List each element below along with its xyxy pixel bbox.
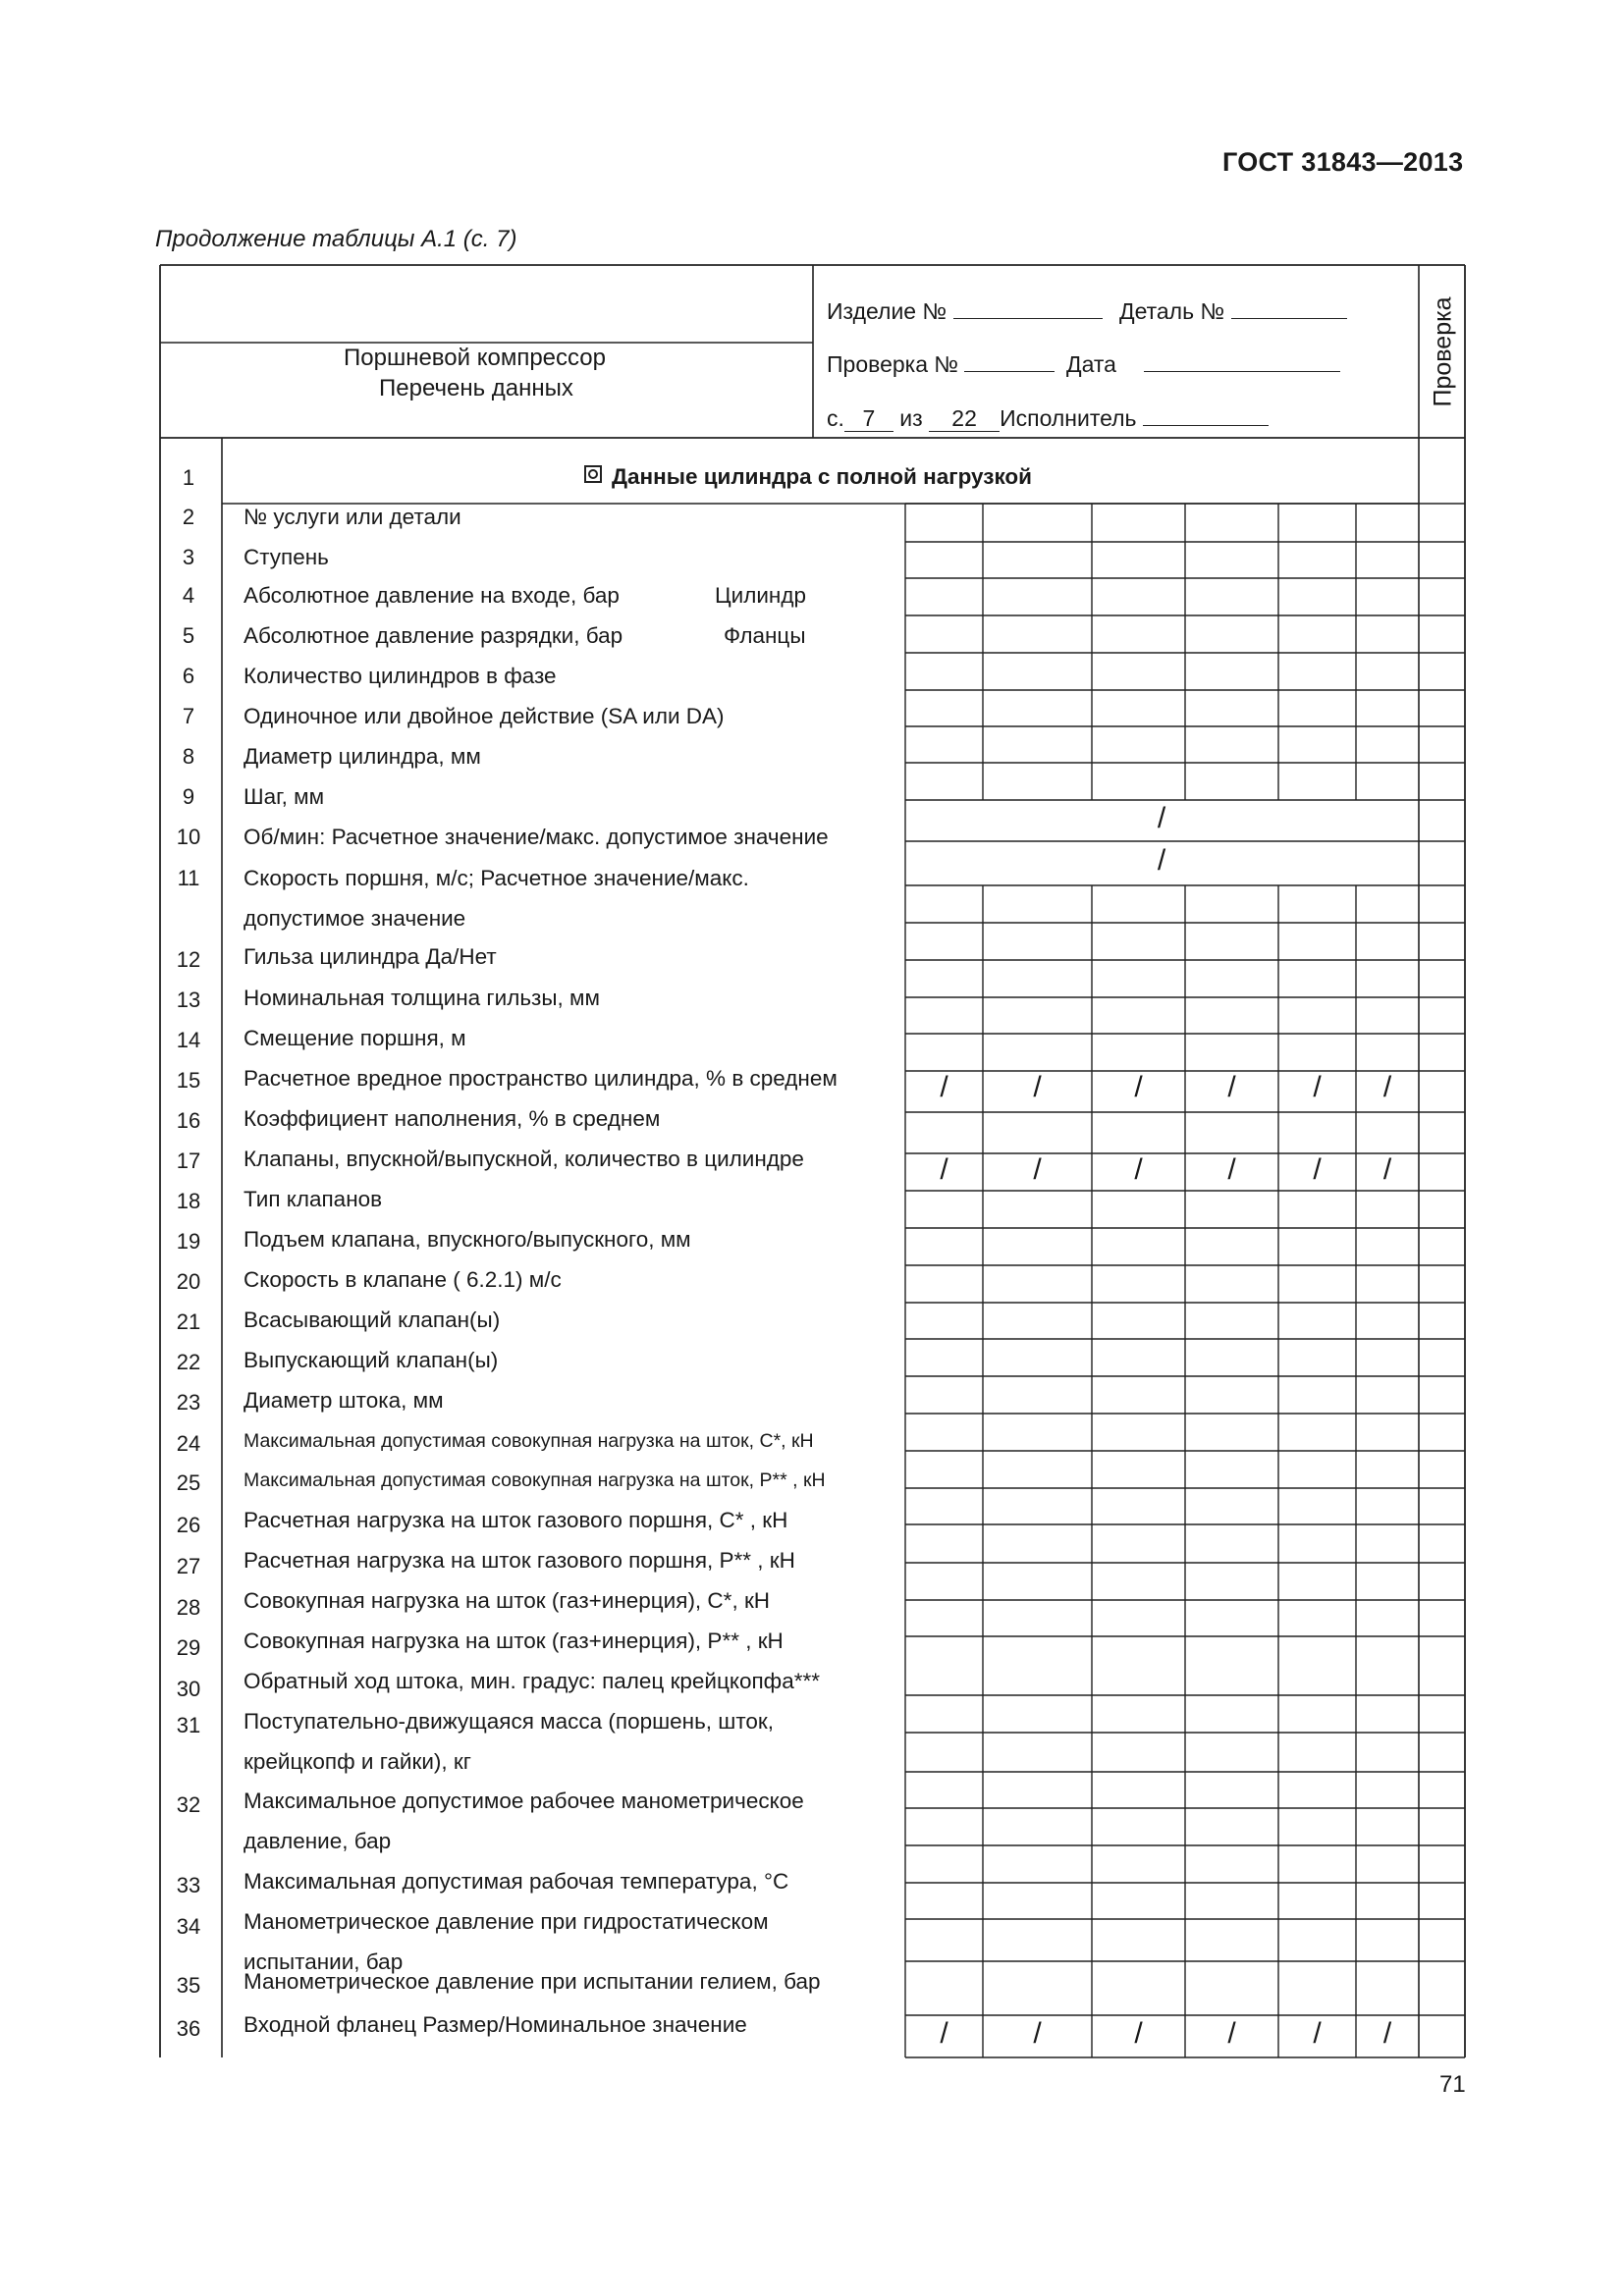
- row-label: Манометрическое давление при испытании гелием, бар: [244, 1969, 821, 1994]
- page-of-label: из: [899, 405, 923, 431]
- row-number: 10: [176, 825, 201, 849]
- cell-slash: /: [1313, 1071, 1322, 1103]
- row-number: 7: [182, 704, 195, 728]
- cell-slash: /: [940, 1153, 948, 1186]
- row-number: 15: [176, 1068, 201, 1093]
- row-label: Выпускающий клапан(ы): [244, 1348, 499, 1372]
- row-number: 3: [182, 545, 195, 569]
- cell-slash: /: [1313, 1153, 1322, 1186]
- merged-cell-slash-row-10: /: [1157, 802, 1166, 834]
- cell-slash: /: [1134, 2017, 1143, 2050]
- row-number: 4: [182, 583, 195, 608]
- row-number: 9: [182, 784, 195, 809]
- row-label: Входной фланец Размер/Номинальное значение: [244, 2012, 747, 2037]
- row-number: 20: [176, 1269, 201, 1294]
- row-number: 28: [176, 1595, 201, 1620]
- table-caption: Продолжение таблицы А.1 (с. 7): [155, 226, 517, 252]
- row-number: 27: [176, 1554, 201, 1578]
- row-label: Обратный ход штока, мин. градус: палец крейцкопфа***: [244, 1669, 820, 1693]
- page-current[interactable]: 7: [844, 407, 893, 432]
- cell-slash: /: [1033, 1153, 1042, 1186]
- row-label: Максимальная допустимая совокупная нагрузка на шток, C*, кН: [244, 1430, 814, 1452]
- check-column-label: Проверка: [1429, 296, 1457, 406]
- row-label: Поступательно-движущаяся масса (поршень, шток,: [244, 1709, 775, 1734]
- cell-slash: /: [1227, 1071, 1236, 1103]
- item-label: Изделие №: [827, 298, 947, 324]
- section-title-text: Данные цилиндра с полной нагрузкой: [612, 464, 1032, 489]
- row-number: 35: [176, 1973, 201, 1998]
- row-number: 33: [176, 1873, 201, 1897]
- row-extra-label: Цилиндр: [715, 583, 806, 608]
- row-label: Совокупная нагрузка на шток (газ+инерция), C*, кН: [244, 1588, 771, 1613]
- row-number: 16: [176, 1108, 201, 1133]
- row-label: Тип клапанов: [244, 1187, 383, 1211]
- cell-slash: /: [1227, 2017, 1236, 2050]
- row-label: Гильза цилиндра Да/Нет: [244, 944, 497, 969]
- row-label: Количество цилиндров в фазе: [244, 664, 557, 688]
- row-label: Расчетная нагрузка на шток газового поршня, P** , кН: [244, 1548, 795, 1573]
- box-circle-icon: [584, 465, 602, 483]
- cell-slash: /: [1313, 2017, 1322, 2050]
- row-label: Расчетная нагрузка на шток газового поршня, C* , кН: [244, 1508, 788, 1532]
- row-number: 12: [176, 947, 201, 972]
- merged-cell-slash-row-11: /: [1157, 844, 1166, 877]
- row-label: Одиночное или двойное действие (SA или DA): [244, 704, 725, 728]
- row-label: Номинальная толщина гильзы, мм: [244, 986, 600, 1010]
- row-label: Коэффициент наполнения, % в среднем: [244, 1106, 661, 1131]
- row-number: 14: [176, 1028, 201, 1052]
- cell-slash: /: [1227, 1153, 1236, 1186]
- row-label-continued: испытании, бар: [244, 1949, 404, 1974]
- cell-slash: /: [1382, 1153, 1392, 1186]
- row-label: Смещение поршня, м: [244, 1026, 466, 1050]
- row-label: Максимальная допустимая рабочая температура, °С: [244, 1869, 789, 1894]
- row-label: Максимальное допустимое рабочее манометрическое: [244, 1789, 804, 1813]
- row-label-continued: давление, бар: [244, 1829, 392, 1853]
- row-label-continued: крейцкопф и гайки), кг: [244, 1749, 471, 1774]
- cell-slash: /: [940, 2017, 948, 2050]
- row-number: 24: [176, 1431, 201, 1456]
- row-label: Подъем клапана, впускного/выпускного, мм: [244, 1227, 691, 1252]
- row-number: 6: [182, 664, 195, 688]
- form-title-line-2: Перечень данных: [379, 375, 573, 401]
- document-code: ГОСТ 31843—2013: [1222, 147, 1464, 177]
- row-label: Ступень: [244, 545, 329, 569]
- row-label: Манометрическое давление при гидростатическом: [244, 1909, 769, 1934]
- cell-slash: /: [1382, 2017, 1392, 2050]
- row-number: 13: [176, 988, 201, 1012]
- row-label: Абсолютное давление на входе, бар: [244, 583, 620, 608]
- row-number: 31: [176, 1713, 201, 1737]
- part-label: Деталь №: [1119, 298, 1225, 324]
- row-label-continued: допустимое значение: [244, 906, 466, 931]
- row-number: 34: [176, 1914, 201, 1939]
- cell-slash: /: [1382, 1071, 1392, 1103]
- row-number: 8: [182, 744, 195, 769]
- row-number: 23: [176, 1390, 201, 1415]
- row-number: 1: [182, 465, 195, 490]
- row-number: 25: [176, 1470, 201, 1495]
- row-number: 11: [177, 866, 200, 890]
- row-label: Абсолютное давление разрядки, бар: [244, 623, 623, 648]
- row-number: 22: [176, 1350, 201, 1374]
- page-prefix: с.: [827, 405, 844, 431]
- row-number: 2: [182, 505, 195, 529]
- row-number: 19: [176, 1229, 201, 1254]
- row-label: Скорость в клапане ( 6.2.1) м/с: [244, 1267, 562, 1292]
- row-number: 26: [176, 1513, 201, 1537]
- row-label: Расчетное вредное пространство цилиндра, % в среднем: [244, 1066, 838, 1091]
- row-label: Шаг, мм: [244, 784, 325, 809]
- cell-slash: /: [1134, 1153, 1143, 1186]
- row-number: 36: [176, 2016, 201, 2041]
- row-label: Совокупная нагрузка на шток (газ+инерция), P** , кН: [244, 1629, 784, 1653]
- row-label: № услуги или детали: [244, 505, 461, 529]
- section-title: [584, 465, 1032, 489]
- row-number: 5: [182, 623, 195, 648]
- page-total[interactable]: 22: [929, 407, 1000, 432]
- row-label: Диаметр цилиндра, мм: [244, 744, 481, 769]
- executor-label: Исполнитель: [1000, 405, 1137, 431]
- check-number-label: Проверка №: [827, 351, 959, 377]
- row-number: 29: [176, 1635, 201, 1660]
- row-label: Скорость поршня, м/с; Расчетное значение/макс.: [244, 866, 749, 890]
- row-number: 17: [176, 1148, 201, 1173]
- form-title-line-1: Поршневой компрессор: [344, 345, 606, 371]
- date-label: Дата: [1066, 351, 1116, 377]
- row-label: Всасывающий клапан(ы): [244, 1308, 501, 1332]
- row-extra-label: Фланцы: [724, 623, 806, 648]
- page-number: 71: [1439, 2071, 1466, 2098]
- row-number: 18: [176, 1189, 201, 1213]
- row-label: Максимальная допустимая совокупная нагрузка на шток, P** , кН: [244, 1469, 826, 1491]
- row-number: 30: [176, 1677, 201, 1701]
- row-label: Клапаны, впускной/выпускной, количество в цилиндре: [244, 1147, 804, 1171]
- cell-slash: /: [1033, 1071, 1042, 1103]
- row-label: Диаметр штока, мм: [244, 1388, 444, 1413]
- row-label: Об/мин: Расчетное значение/макс. допустимое значение: [244, 825, 829, 849]
- row-number: 32: [176, 1792, 201, 1817]
- cell-slash: /: [940, 1071, 948, 1103]
- cell-slash: /: [1033, 2017, 1042, 2050]
- row-number: 21: [176, 1309, 201, 1334]
- cell-slash: /: [1134, 1071, 1143, 1103]
